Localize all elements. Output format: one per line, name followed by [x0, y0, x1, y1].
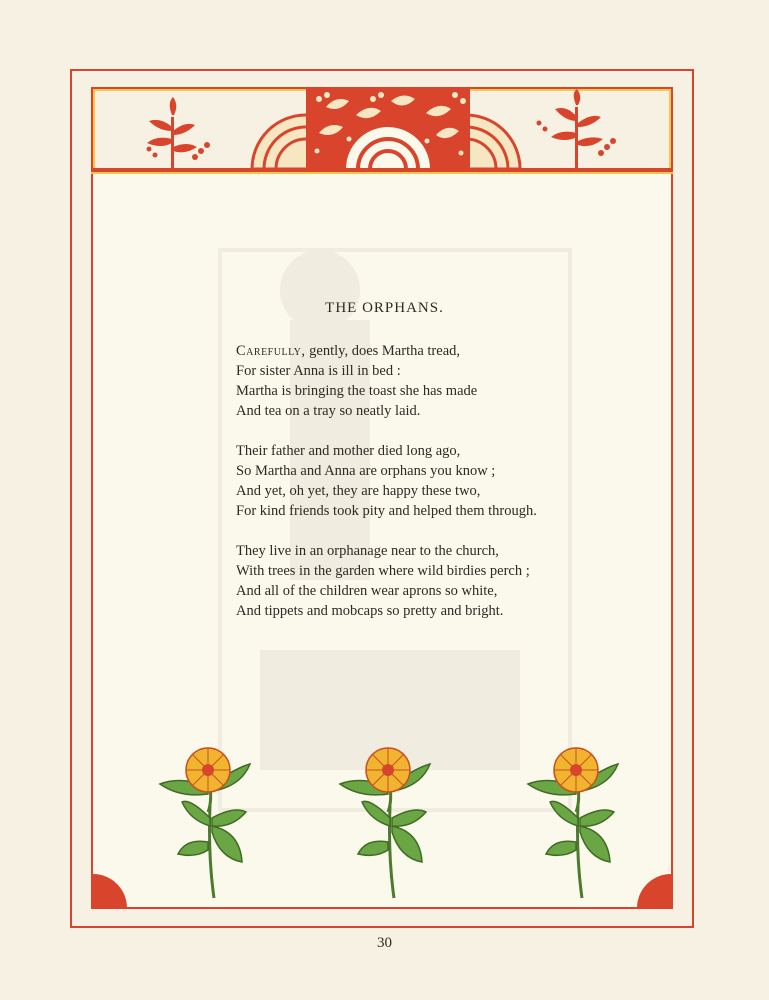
page-number: 30 [377, 935, 392, 951]
corner-quadrant-icon [93, 874, 127, 908]
poem-line: And tea on a tray so neatly laid. [236, 403, 421, 419]
sprig-icon [147, 97, 211, 169]
stanza-1 [236, 341, 616, 421]
stanza-2 [236, 441, 616, 521]
poem-line: Carefully, gently, does Martha tread, [236, 343, 461, 359]
header-rule [91, 168, 673, 174]
poem-line: Martha is bringing the toast she has made [236, 383, 478, 399]
header-decoration [91, 87, 673, 171]
opening-word: Carefully, [236, 343, 306, 359]
poem [236, 341, 616, 641]
poem-line: And yet, oh yet, they are happy these two, [236, 483, 481, 499]
poem-line: They live in an orphanage near to the church, [236, 543, 499, 559]
floral-panel-icon [252, 89, 520, 169]
poem-line: So Martha and Anna are orphans you know ; [236, 463, 496, 479]
poem-line: And all of the children wear aprons so white, [236, 583, 498, 599]
flower-icon [160, 748, 250, 898]
poem-line: With trees in the garden where wild birdies perch ; [236, 563, 530, 579]
flower-icon [528, 748, 618, 898]
sprig-icon [537, 89, 617, 169]
stanza-3 [236, 541, 616, 621]
poem-line: For kind friends took pity and helped them through. [236, 503, 537, 519]
poem-line: And tippets and mobcaps so pretty and bright. [236, 603, 504, 619]
corner-quadrant-icon [637, 874, 671, 908]
poem-line: Their father and mother died long ago, [236, 443, 461, 459]
poem-title: THE ORPHANS. [325, 300, 444, 316]
flower-icon [340, 748, 430, 898]
poem-line: For sister Anna is ill in bed : [236, 363, 401, 379]
flower-row [150, 740, 620, 900]
